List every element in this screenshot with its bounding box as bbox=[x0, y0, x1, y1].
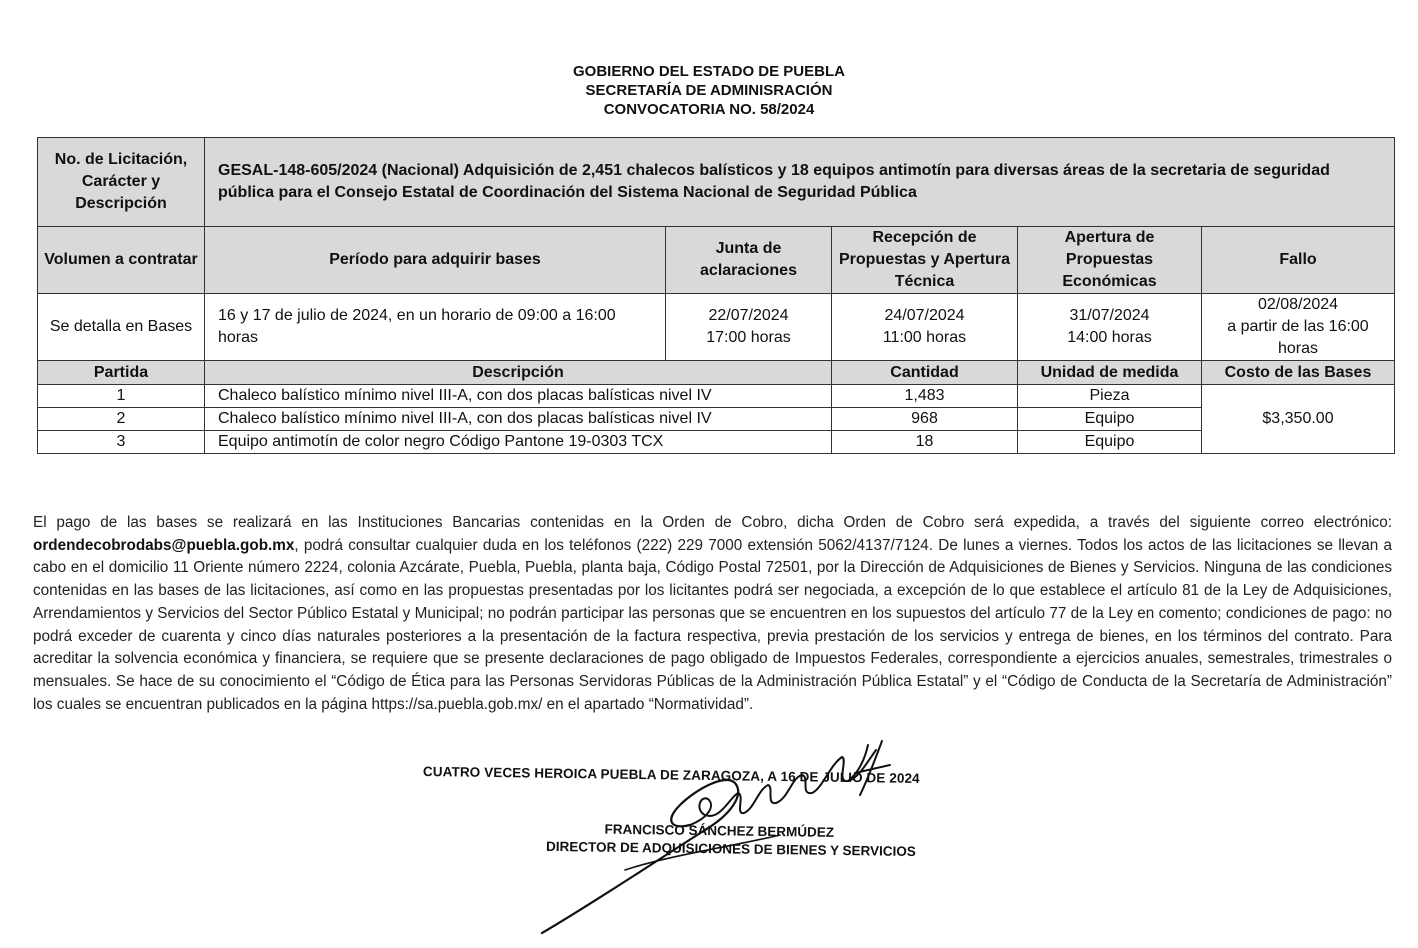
licitacion-description: GESAL-148-605/2024 (Nacional) Adquisición de 2,451 chalecos balísticos y 18 equipos antimotín para diversas áreas de la secretaria de seguridad pública para el Consejo Estatal de Coordinación del Sistema Nacional de Seguridad Pública bbox=[205, 138, 1395, 227]
junta-fecha: 22/07/2024 bbox=[708, 307, 789, 324]
junta-hora: 17:00 horas bbox=[706, 329, 791, 346]
apertura-hora: 14:00 horas bbox=[1067, 329, 1152, 346]
header-periodo: Período para adquirir bases bbox=[205, 227, 666, 294]
item-descripcion: Equipo antimotín de color negro Código Pantone 19-0303 TCX bbox=[205, 431, 832, 454]
city-date: CUATRO VECES HEROICA PUEBLA DE ZARAGOZA, A 16 DE JULIO DE 2024 bbox=[422, 764, 920, 786]
value-fallo bbox=[1202, 294, 1395, 361]
item-cantidad: 968 bbox=[832, 408, 1018, 431]
signature-icon bbox=[530, 735, 910, 940]
licitacion-label: No. de Licitación, Carácter y Descripción bbox=[38, 138, 205, 227]
header-unidad: Unidad de medida bbox=[1018, 361, 1202, 385]
body-paragraph bbox=[33, 512, 1392, 716]
document-header bbox=[0, 62, 1418, 119]
header-partida: Partida bbox=[38, 361, 205, 385]
licitacion-row bbox=[38, 138, 1395, 227]
item-partida: 1 bbox=[38, 385, 205, 408]
table-row bbox=[38, 385, 1395, 408]
item-cantidad: 18 bbox=[832, 431, 1018, 454]
recepcion-hora: 11:00 horas bbox=[882, 329, 967, 346]
signer-name: FRANCISCO SÁNCHEZ BERMÚDEZ bbox=[604, 821, 835, 840]
table-row bbox=[38, 431, 1395, 454]
item-unidad: Pieza bbox=[1018, 385, 1202, 408]
header-secretaria: SECRETARÍA DE ADMINISRACIÓN bbox=[585, 82, 833, 99]
header-apertura: Apertura de Propuestas Económicas bbox=[1018, 227, 1202, 294]
item-partida: 3 bbox=[38, 431, 205, 454]
header-costo: Costo de las Bases bbox=[1202, 361, 1395, 385]
value-volumen: Se detalla en Bases bbox=[38, 294, 205, 361]
convocatoria-table bbox=[37, 137, 1395, 454]
table-row bbox=[38, 408, 1395, 431]
item-partida: 2 bbox=[38, 408, 205, 431]
item-descripcion: Chaleco balístico mínimo nivel III-A, con dos placas balísticas nivel IV bbox=[205, 385, 832, 408]
apertura-fecha: 31/07/2024 bbox=[1069, 307, 1150, 324]
header-government: GOBIERNO DEL ESTADO DE PUEBLA bbox=[573, 63, 845, 80]
fallo-fecha: 02/08/2024 bbox=[1257, 296, 1339, 313]
header-convocatoria: CONVOCATORIA NO. 58/2024 bbox=[603, 101, 815, 118]
schedule-values-row bbox=[38, 294, 1395, 361]
header-volumen: Volumen a contratar bbox=[38, 227, 205, 294]
schedule-header-row bbox=[38, 227, 1395, 294]
header-cantidad: Cantidad bbox=[832, 361, 1018, 385]
body-text-start: El pago de las bases se realizará en las Instituciones Bancarias contenidas en la Orden de Cobro, dicha Orden de Cobro será expedida, a través del siguiente correo electrónico: bbox=[33, 514, 1392, 531]
recepcion-fecha: 24/07/2024 bbox=[884, 307, 965, 324]
body-text-end: , podrá consultar cualquier duda en los teléfonos (222) 229 7000 extensión 5062/4137/7124. De lunes a viernes. Todos los actos de las licitaciones se llevan a cabo en el domicilio 11 Oriente número 2224, colonia Azcárate, Puebla, Puebla, planta baja, Código Postal 72501, por la Dirección de Adquisiciones de Bienes y Servicios. Ninguna de las condiciones contenidas en las bases de las licitaciones, así como en las propuestas presentadas por los licitantes podrá ser negociada, a excepción de lo que establece el artículo 81 de la Ley de Adquisiciones, Arrendamientos y Servicios del Sector Público Estatal y Municipal; no podrán participar las personas que se encuentren en los supuestos del artículo 77 de la Ley en comento; condiciones de pago: no podrá exceder de cuarenta y cinco días naturales posteriores a la presentación de la factura respectiva, previa prestación de los servicios y entrega de bienes, en los términos del contrato. Para acreditar la solvencia económica y financiera, se requiere que se presente declaraciones de pago obligado de Impuestos Federales, correspondiente a ejercicios anuales, semestrales, trimestrales o mensuales. Se hace de su conocimiento el “Código de Ética para las Personas Servidoras Públicas de la Administración Pública Estatal” y el “Código de Conducta de la Secretaría de Administración” los cuales se encuentran publicados en la página https://sa.puebla.gob.mx/ en el apartado “Normatividad”. bbox=[33, 536, 1392, 713]
value-recepcion bbox=[832, 294, 1018, 361]
costo-bases: $3,350.00 bbox=[1202, 385, 1395, 454]
items-header-row bbox=[38, 361, 1395, 385]
header-descripcion: Descripción bbox=[205, 361, 832, 385]
contact-email: ordendecobrodabs@puebla.gob.mx bbox=[33, 536, 295, 554]
header-fallo: Fallo bbox=[1202, 227, 1395, 294]
item-unidad: Equipo bbox=[1018, 408, 1202, 431]
signer-title: DIRECTOR DE ADQUISICIONES DE BIENES Y SERVICIOS bbox=[545, 838, 916, 860]
value-periodo: 16 y 17 de julio de 2024, en un horario de 09:00 a 16:00 horas bbox=[205, 294, 666, 361]
item-descripcion: Chaleco balístico mínimo nivel III-A, con dos placas balísticas nivel IV bbox=[205, 408, 832, 431]
fallo-hora: a partir de las 16:00 horas bbox=[1227, 318, 1369, 357]
value-junta bbox=[666, 294, 832, 361]
item-unidad: Equipo bbox=[1018, 431, 1202, 454]
header-junta: Junta de aclaraciones bbox=[666, 227, 832, 294]
item-cantidad: 1,483 bbox=[832, 385, 1018, 408]
header-recepcion: Recepción de Propuestas y Apertura Técnica bbox=[832, 227, 1018, 294]
value-apertura bbox=[1018, 294, 1202, 361]
